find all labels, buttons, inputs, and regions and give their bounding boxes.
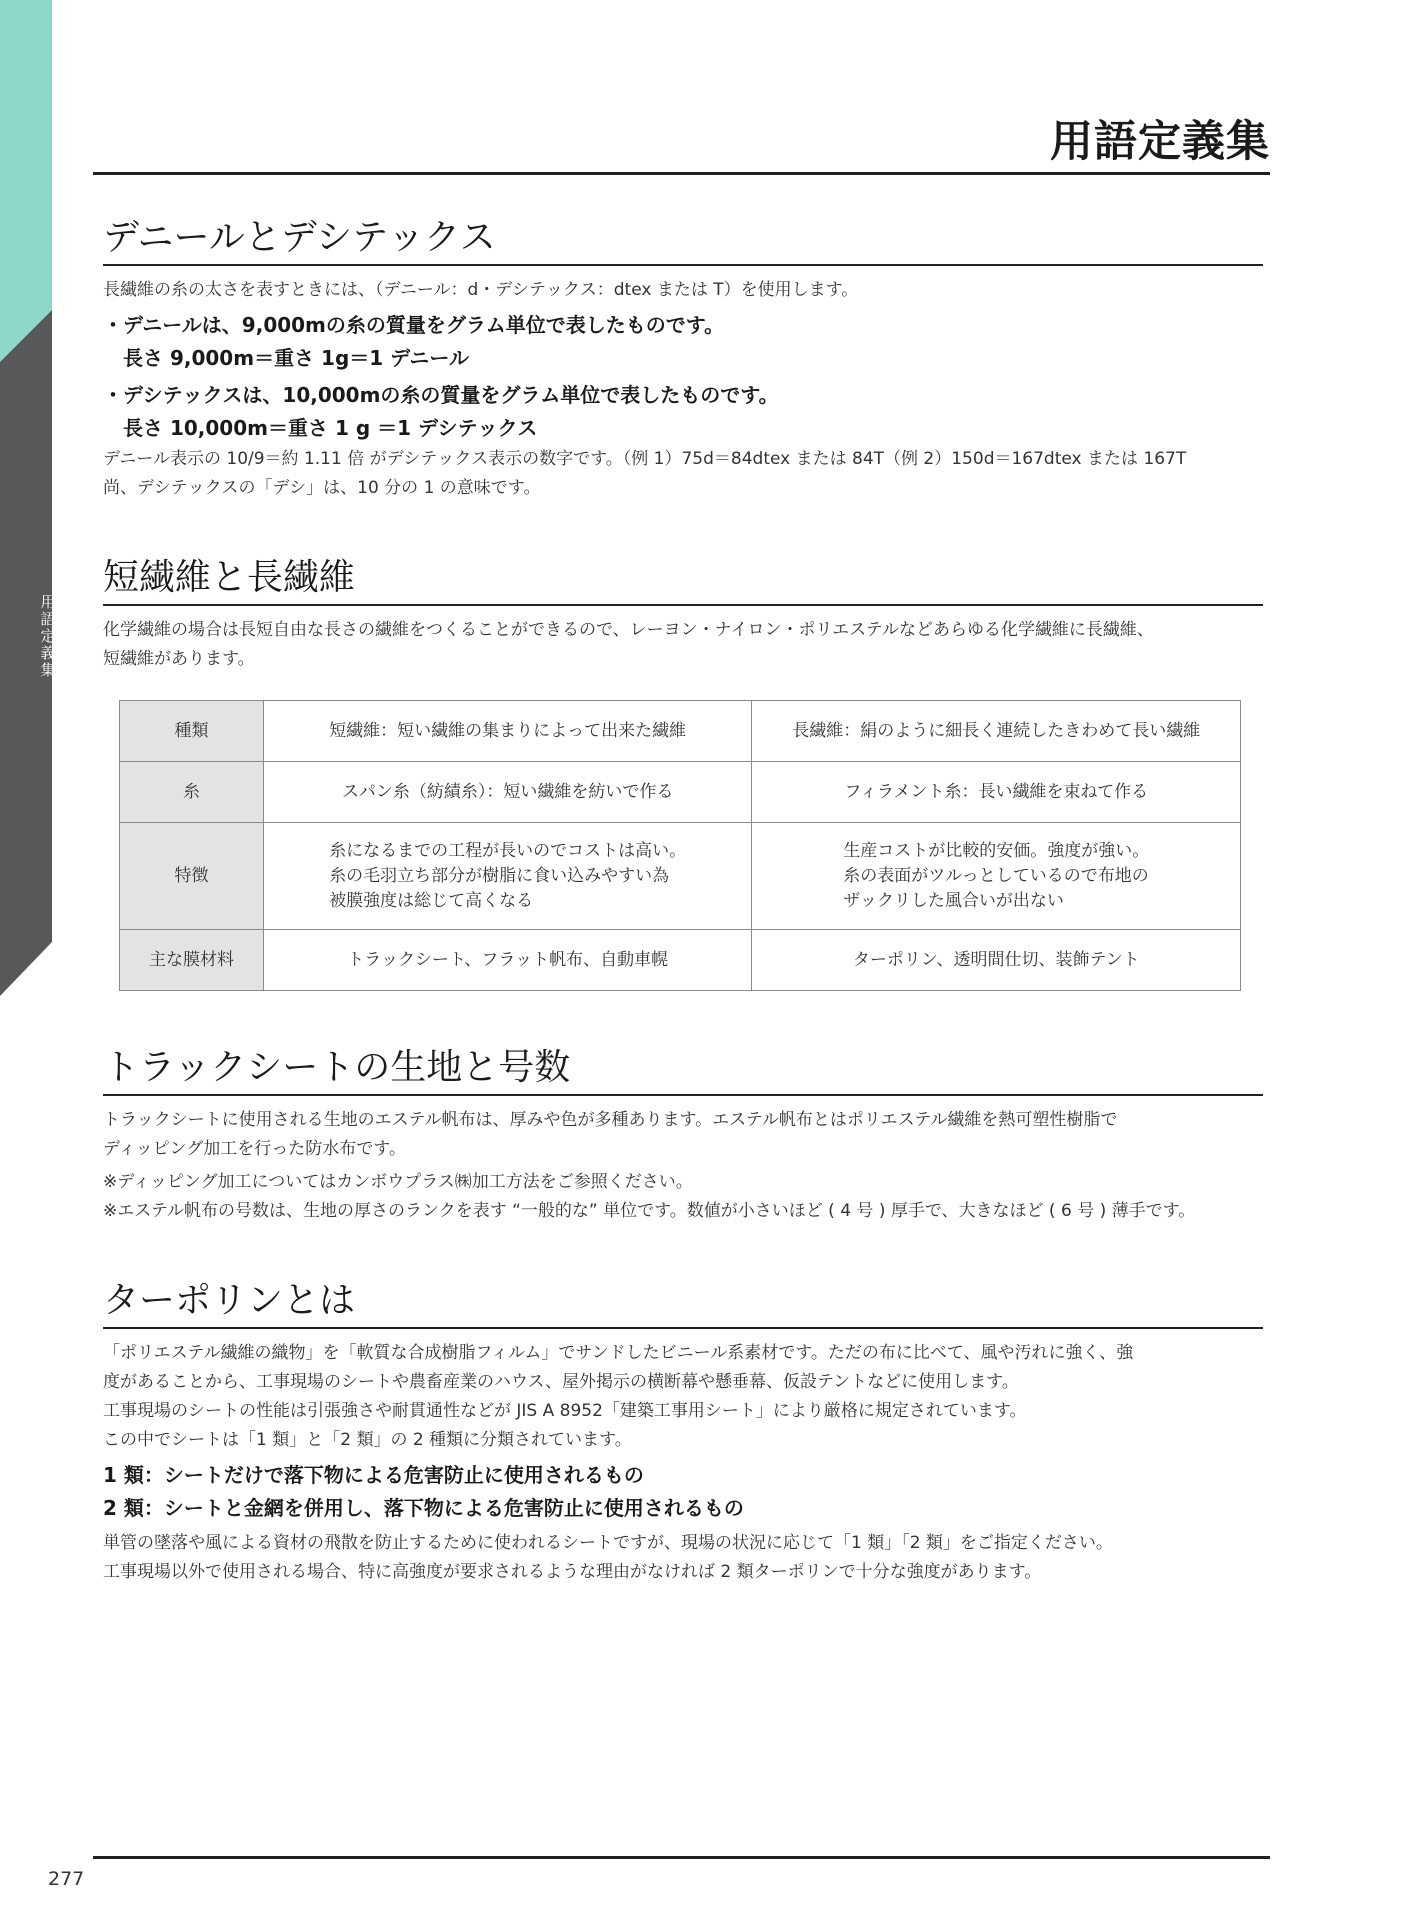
- paragraph: 工事現場以外で使用される場合、特に高強度が要求されるような理由がなければ 2 類ターポリンで十分な強度があります。: [103, 1562, 1042, 1582]
- section-tarpaulin: [103, 1278, 1263, 1587]
- side-label: 用語定義集: [40, 593, 56, 679]
- table-row: [120, 930, 1241, 991]
- cell-line: 糸になるまでの工程が長いのでコストは高い。: [329, 840, 687, 861]
- row-label: 種類: [120, 701, 264, 762]
- footer-rule: [93, 1856, 1270, 1859]
- type-1-definition: 1 類：シートだけで落下物による危害防止に使用されるもの: [103, 1463, 644, 1487]
- table-row: [120, 701, 1241, 762]
- paragraph: 長繊維の糸の太さを表すときには、（デニール：d・デシテックス：dtex または T）を使用します。: [103, 280, 859, 300]
- cell-line: 糸の毛羽立ち部分が樹脂に食い込みやすい為: [329, 865, 670, 886]
- cell-lines: [843, 839, 1149, 914]
- cell-line: 被膜強度は総じて高くなる: [329, 890, 534, 911]
- section-denier: [103, 215, 1263, 503]
- bullet-decitex: ・デシテックスは、10,000mの糸の質量をグラム単位で表したものです。: [103, 383, 779, 407]
- table-row: [120, 823, 1241, 930]
- cell-line: 糸の表面がツルっとしているので布地の: [843, 865, 1149, 886]
- short-fiber-cell: スパン糸（紡績糸）：短い繊維を紡いで作る: [263, 762, 752, 823]
- cell-line: 生産コストが比較的安価。強度が強い。: [843, 840, 1150, 861]
- long-fiber-cell: ターポリン、透明間仕切、装飾テント: [752, 930, 1241, 991]
- cell-lines: [329, 839, 686, 914]
- paragraph: 工事現場のシートの性能は引張強さや耐貫通性などが JIS A 8952「建築工事用シート」により厳格に規定されています。: [103, 1401, 1027, 1421]
- main-content: [103, 215, 1263, 1587]
- type-2-definition: 2 類：シートと金網を併用し、落下物による危害防止に使用されるもの: [103, 1496, 744, 1520]
- side-color-band: [0, 0, 68, 1920]
- note: ※エステル帆布の号数は、生地の厚さのランクを表す “一般的な” 単位です。数値が小さいほど ( 4 号 ) 厚手で、大きなほど ( 6 号 ) 薄手です。: [103, 1201, 1196, 1221]
- short-fiber-cell: [263, 823, 752, 930]
- row-label: 特徴: [120, 823, 264, 930]
- note: ※ディッピング加工についてはカンボウプラス㈱加工方法をご参照ください。: [103, 1172, 693, 1192]
- bullet-decitex-formula: 長さ 10,000m＝重さ 1 g ＝1 デシテックス: [123, 416, 538, 440]
- paragraph: ディッピング加工を行った防水布です。: [103, 1139, 406, 1159]
- paragraph: 単管の墜落や風による資材の飛散を防止するために使われるシートですが、現場の状況に応じて「1 類」「2 類」をご指定ください。: [103, 1533, 1113, 1553]
- row-label: 主な膜材料: [120, 930, 264, 991]
- paragraph: 「ポリエステル繊維の織物」を「軟質な合成樹脂フィルム」でサンドしたビニール系素材です。ただの布に比べて、風や汚れに強く、強: [103, 1343, 1134, 1363]
- fiber-comparison-table: [119, 700, 1241, 991]
- note: 尚、デシテックスの「デシ」は、10 分の 1 の意味です。: [103, 478, 541, 498]
- section-heading: ターポリンとは: [103, 1278, 1263, 1329]
- long-fiber-cell: フィラメント糸：長い繊維を束ねて作る: [752, 762, 1241, 823]
- page-number: 277: [48, 1868, 85, 1890]
- long-fiber-cell: [752, 823, 1241, 930]
- long-fiber-cell: 長繊維：絹のように細長く連続したきわめて長い繊維: [752, 701, 1241, 762]
- section-truck-sheet: [103, 1045, 1263, 1226]
- note: デニール表示の 10/9＝約 1.11 倍 がデシテックス表示の数字です。（例 1）75d＝84dtex または 84T（例 2）150d＝167dtex または 167T: [103, 449, 1187, 469]
- paragraph: 度があることから、工事現場のシートや農畜産業のハウス、屋外掲示の横断幕や懸垂幕、仮設テントなどに使用します。: [103, 1372, 1019, 1392]
- short-fiber-cell: 短繊維：短い繊維の集まりによって出来た繊維: [263, 701, 752, 762]
- cell-line: ザックリした風合いが出ない: [843, 890, 1064, 911]
- section-heading: デニールとデシテックス: [103, 215, 1263, 266]
- table-row: [120, 762, 1241, 823]
- short-fiber-cell: トラックシート、フラット帆布、自動車幌: [263, 930, 752, 991]
- section-heading: トラックシートの生地と号数: [103, 1045, 1263, 1096]
- page-title: 用語定義集: [1050, 117, 1270, 167]
- paragraph: この中でシートは「1 類」と「2 類」の 2 種類に分類されています。: [103, 1430, 632, 1450]
- bullet-denier: ・デニールは、9,000mの糸の質量をグラム単位で表したものです。: [103, 313, 725, 337]
- row-label: 糸: [120, 762, 264, 823]
- bullet-denier-formula: 長さ 9,000m＝重さ 1g＝1 デニール: [123, 346, 469, 370]
- paragraph: トラックシートに使用される生地のエステル帆布は、厚みや色が多種あります。エステル帆布とはポリエステル繊維を熱可塑性樹脂で: [103, 1110, 1118, 1130]
- title-rule: [93, 172, 1270, 175]
- paragraph: 化学繊維の場合は長短自由な長さの繊維をつくることができるので、レーヨン・ナイロン・ポリエステルなどあらゆる化学繊維に長繊維、: [103, 620, 1154, 640]
- section-fiber: [103, 555, 1263, 991]
- paragraph: 短繊維があります。: [103, 649, 255, 669]
- section-heading: 短繊維と長繊維: [103, 555, 1263, 606]
